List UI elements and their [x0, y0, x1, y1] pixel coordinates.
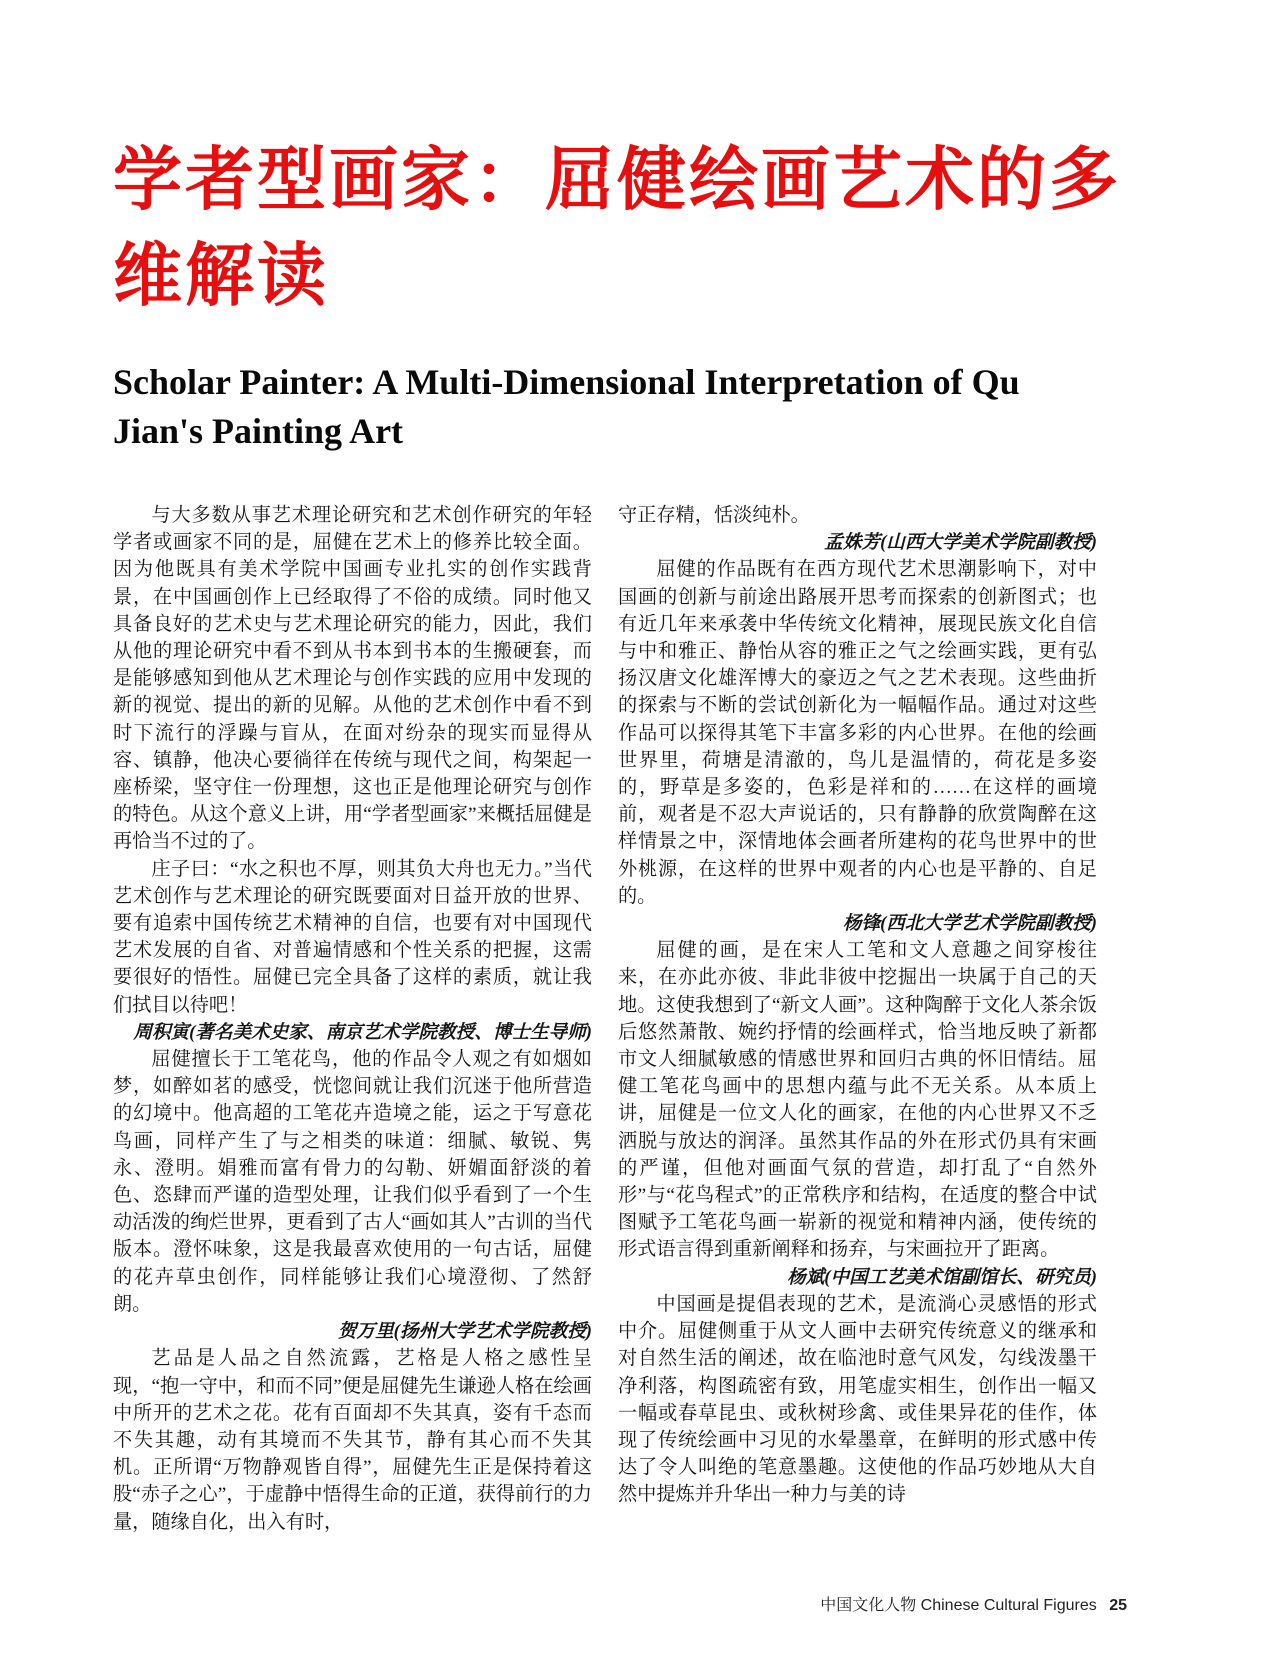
attribution-line: 杨斌(中国工艺美术馆副馆长、研究员)	[787, 1266, 1097, 1288]
paragraph: 与大多数从事艺术理论研究和艺术创作研究的年轻学者或画家不同的是，屈健在艺术上的修养比较全面。因为他既具有美术学院中国画专业扎实的创作实践背景，在中国画创作上已经取得了不俗的成绩。同时他又具备良好的艺术史与艺术理论研究的能力，因此，我们从他的理论研究中看不到从书本到书本的生搬硬套，而是能够感知到他从艺术理论与创作实践的应用中发现的新的视觉、提出的新的见解。从他的艺术创作中看不到时下流行的浮躁与盲从，在面对纷杂的现实而显得从容、镇静，他决心要徜徉在传统与现代之间，构架起一座桥梁，坚守住一份理想，这也正是他理论研究与创作的特色。从这个意义上讲，用“学者型画家”来概括屈健是再恰当不过的了。	[113, 505, 592, 853]
article-page	[113, 0, 1121, 1536]
attribution-line: 周积寅(著名美术史家、南京艺术学院教授、博士生导师)	[133, 1021, 592, 1043]
paragraph: 屈健的画，是在宋人工笔和文人意趣之间穿梭往来，在亦此亦彼、非此非彼中挖掘出一块属于自己的天地。这使我想到了“新文人画”。这种陶醉于文化人茶余饭后悠然萧散、婉约抒情的绘画样式，恰当地反映了新都市文人细腻敏感的情感世界和回归古典的怀旧情结。屈健工笔花鸟画中的思想内蕴与此不无关系。从本质上讲，屈健是一位文人化的画家，在他的内心世界又不乏洒脱与放达的润泽。虽然其作品的外在形式仍具有宋画的严谨，但他对画面气氛的营造，却打乱了“自然外形”与“花鸟程式”的正常秩序和结构，在适度的整合中试图赋予工笔花鸟画一崭新的视觉和精神内涵，使传统的形式语言得到重新阐释和扬弃，与宋画拉开了距离。	[618, 940, 1097, 1261]
attribution-line: 杨锋(西北大学艺术学院副教授)	[842, 913, 1097, 935]
right-column	[618, 502, 1097, 1536]
journal-name-chinese: 中国文化人物	[820, 1597, 917, 1614]
attribution-line: 贺万里(扬州大学艺术学院教授)	[337, 1321, 592, 1343]
attribution-line: 孟姝芳(山西大学美术学院副教授)	[824, 532, 1097, 554]
journal-name-english: Chinese Cultural Figures	[920, 1597, 1097, 1614]
paragraph: 屈健的作品既有在西方现代艺术思潮影响下，对中国画的创新与前途出路展开思考而探索的创新图式；也有近几年来承袭中华传统文化精神，展现民族文化自信与中和雅正、静怡从容的雅正之气之绘画实践，更有弘扬汉唐文化雄浑博大的豪迈之气之艺术表现。这些曲折的探索与不断的尝试创新化为一幅幅作品。通过对这些作品可以探得其笔下丰富多彩的内心世界。在他的绘画世界里，荷塘是清澈的，鸟儿是温情的，荷花是多姿的，野草是多姿的，色彩是祥和的……在这样的画境前，观者是不忍大声说话的，只有静静的欣赏陶醉在这样情景之中，深情地体会画者所建构的花鸟世界中的世外桃源，在这样的世界中观者的内心也是平静的、自足的。	[618, 559, 1097, 907]
paragraph: 守正存精，恬淡纯朴。	[618, 505, 810, 526]
paragraph: 庄子曰：“水之积也不厚，则其负大舟也无力。”当代艺术创作与艺术理论的研究既要面对日益开放的世界、要有追索中国传统艺术精神的自信，也要有对中国现代艺术发展的自省、对普遍情感和个性关系的把握，这需要很好的悟性。屈健已完全具备了这样的素质，就让我们拭目以待吧！	[113, 858, 592, 1016]
paragraph: 中国画是提倡表现的艺术，是流淌心灵感悟的形式中介。屈健侧重于从文人画中去研究传统意义的继承和对自然生活的阐述，故在临池时意气风发，勾线泼墨干净利落，构图疏密有致，用笔虚实相生，创作出一幅又一幅或春草昆虫、或秋树珍禽、或佳果异花的佳作，体现了传统绘画中习见的水晕墨章，在鲜明的形式感中传达了令人叫绝的笔意墨趣。这使他的作品巧妙地从大自然中提炼并升华出一种力与美的诗	[618, 1293, 1097, 1506]
paragraph: 屈健擅长于工笔花鸟，他的作品令人观之有如烟如梦，如醉如茗的感受，恍惚间就让我们沉迷于他所营造的幻境中。他高超的工笔花卉造境之能，运之于写意花鸟画，同样产生了与之相类的味道：细腻、敏锐、隽永、澄明。娟雅而富有骨力的勾勒、妍媚面舒淡的着色、恣肆而严谨的造型处理，让我们似乎看到了一个生动活泼的绚烂世界，更看到了古人“画如其人”古训的当代版本。澄怀味象，这是我最喜欢使用的一句古话，屈健的花卉草虫创作，同样能够让我们心境澄彻、了然舒朗。	[113, 1049, 592, 1315]
article-title-chinese: 学者型画家：屈健绘画艺术的多维解读	[113, 141, 1121, 314]
left-column	[113, 502, 592, 1536]
page-footer	[820, 1592, 1127, 1615]
page-number: 25	[1109, 1597, 1127, 1614]
article-body	[113, 502, 1113, 1536]
article-title-english: Scholar Painter: A Multi-Dimensional Interpretation of Qu Jian's Painting Art	[113, 362, 1020, 451]
paragraph: 艺品是人品之自然流露，艺格是人格之感性呈现，“抱一守中，和而不同”便是屈健先生谦逊人格在绘画中所开的艺术之花。花有百面却不失其真，姿有千态而不失其趣，动有其境而不失其节，静有其心而不失其机。正所谓“万物静观皆自得”，屈健先生正是保持着这股“赤子之心”，于虚静中悟得生命的正道，获得前行的力量，随缘自化，出入有时，	[113, 1348, 592, 1533]
